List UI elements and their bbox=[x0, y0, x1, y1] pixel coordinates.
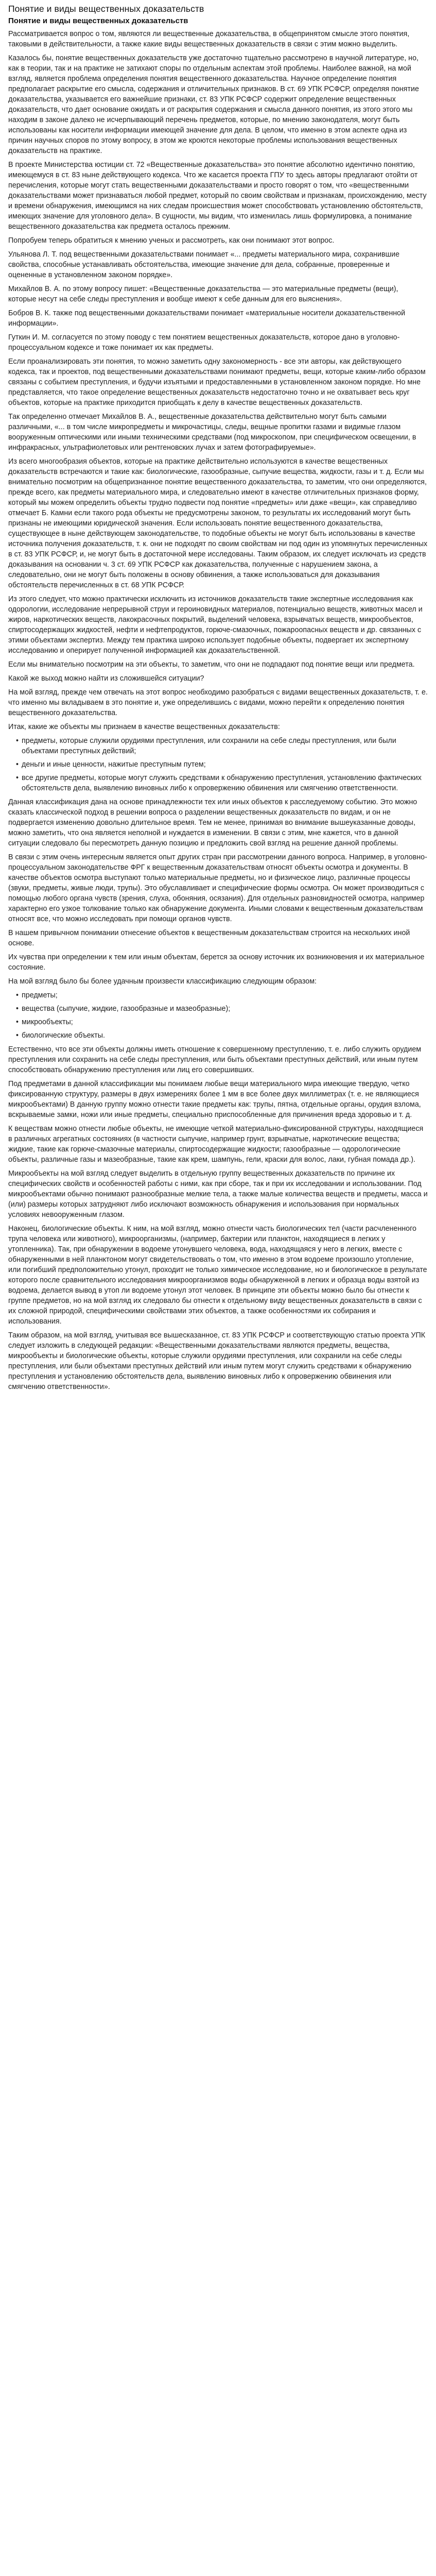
article-paragraph: Из этого следует, что можно практически исключить из источников доказательств такие экспертные исследования как одорологии, исследование непрерывной струи и героиновидных материалов, потенциально веществ, животных масел и жиров, наркотических веществ, лакокрасочных покрытий, выделений человека, взрывчатых веществ, микрообъектов, спиртосодержащих жидкостей, нефти и нефтепродуктов, горюче-смазочных, пожароопасных веществ и др. связанных с этими объектами экспертиз. Между тем практика широко использует подобные объекты, подвергает их экспертному исследованию и оперирует полученной информацией как доказательственной. bbox=[8, 595, 423, 655]
article-paragraph: Рассматривается вопрос о том, являются ли вещественные доказательства, в общепринятом смысле этого понятия, таковыми в действительности, а также какие виды вещественных доказательств в связи с этим можно выделить. bbox=[8, 30, 410, 48]
article-paragraph: Если проанализировать эти понятия, то можно заметить одну закономерность - все эти авторы, как действующего кодекса, так и проектов, под вещественными доказательствами понимают предметы, вещи, которые каким-либо образом связаны с событием преступления, и будучи изъятыми и предоставленными в установленном законом порядке. Но мне представляется, что такое определение вещественных доказательств недостаточно точно и не охватывает весь круг объектов, которые на практике приходится приобщать к делу в качестве вещественных доказательств. bbox=[8, 358, 426, 407]
list-item: • микрообъекты; bbox=[16, 1017, 428, 1027]
article-paragraph: Какой же выход можно найти из сложившейся ситуации? bbox=[8, 674, 204, 683]
list-item: • все другие предметы, которые могут служить средствами к обнаружению преступления, установлению фактических обстоятельств дела, выявлению виновных либо к опровержению обвинения или смягчению ответственности. bbox=[16, 773, 428, 793]
article-paragraph: Если мы внимательно посмотрим на эти объекты, то заметим, что они не подпадают под понятие вещи или предмета. bbox=[8, 660, 415, 669]
article-paragraph: Попробуем теперь обратиться к мнению ученых и рассмотреть, как они понимают этот вопрос. bbox=[8, 236, 335, 245]
article-paragraph: Бобров В. К. также под вещественными доказательствами понимает «материальные носители доказательственной информации». bbox=[8, 309, 406, 328]
article-paragraph: Таким образом, на мой взгляд, учитывая все вышесказанное, ст. 83 УПК РСФСР и соответствующую статью проекта УПК следует изложить в следующей редакции: «Вещественными доказательствами являются предметы, вещества, микрообъекты и биологические объекты, которые служили орудиями преступления, или сохранили на себе следы преступления, или были объектами преступных действий или иным путем могут служить средствами к обнаружению преступления и установлению обстоятельств дела, выявлению виновных либо к опровержению обвинения или смягчению ответственности». bbox=[8, 1331, 426, 1391]
article-paragraph: В связи с этим очень интересным является опыт других стран при рассмотрении данного вопроса. Например, в уголовно-процессуальном законодательстве ФРГ к вещественным доказательствам относят объекты осмотра и документы. В качестве объектов осмотра выступают только материальные предметы, но и физическое лицо, различные процессы (звуки, предметы, живые люди, трупы). Это обуславливает и специфические формы осмотра. Он может производиться с помощью любого органа чувств (зрения, слуха, обоняния, осязания). Для отдельных разновидностей осмотра, например характерно его узкое толкование только как обнаружение документа. Иными словами к вещественным доказательствам относят все, что можно исследовать при помощи органов чувств. bbox=[8, 853, 427, 923]
article-paragraph: Их чувства при определении к тем или иным объектам, берется за основу источник их возникновения и их материальное состояние. bbox=[8, 953, 425, 972]
article-title: Понятие и виды вещественных доказательств bbox=[8, 16, 188, 25]
article-paragraph: Микрообъекты на мой взгляд следует выделить в отдельную группу вещественных доказательств по причине их специфических свойств и особенностей работы с ними, как при сборе, так и при их исследовании и использовании. Под микрообъектами обычно понимают разнообразные мелкие тела, а также малые количества веществ и предметы, масса и (или) размеры которых затрудняют либо исключают возможность обнаружения и использования при нормальных условиях невооруженным глазом. bbox=[8, 1170, 428, 1219]
article-paragraph: Казалось бы, понятие вещественных доказательств уже достаточно тщательно рассмотрено в научной литературе, но, как в теории, так и на практике не затихают споры по отдельным аспектам этой проблемы. Наиболее важной, на мой взгляд, является проблема определения понятия вещественного доказательства. Научное определение понятия предполагает раскрытие его смысла, содержания и отличительных признаков. В ст. 69 УПК РСФСР, определяя понятие доказательства, указывается его важнейшие признаки, ст. 83 УПК РСФСР содержит определение вещественных доказательств, что дает основание ожидать и от раскрытия содержания и смысла данного понятия, из этого этого мы находим в законе далеко не исчерпывающий перечень предметов, которые, по мнению законодателя, могут быть использованы как носители информации имеющей значение для дела. В целом, что именно в этом аспекте одна из причин научных споров по этому вопросу, в этом же кроются некоторые проблемы использования вещественных доказательств на практике. bbox=[8, 54, 419, 155]
article-paragraph: Данная классификация дана на основе принадлежности тех или иных объектов к расследуемому событию. Это можно сказать классической подход в решении вопроса о разделении вещественных доказательств по видам, и он не подвергается изменению довольно длительное время. Тем не менее, принимая во внимание вышеуказанные доводы, можно заметить, что она является неполной и нуждается в изменении. В связи с этим, мне кажется, что в данной ситуации следовало бы пересмотреть данную позицию и предложить свой взгляд на решение данной проблемы. bbox=[8, 798, 417, 848]
article-paragraph: Итак, какие же объекты мы признаем в качестве вещественных доказательств: bbox=[8, 723, 280, 731]
list-item: • биологические объекты. bbox=[16, 1030, 428, 1041]
list-item: • вещества (сыпучие, жидкие, газообразные и мазеобразные); bbox=[16, 1004, 428, 1014]
article-paragraph: На мой взгляд, прежде чем отвечать на этот вопрос необходимо разобраться с видами вещественных доказательств, т. е. что именно мы вкладываем в это понятие и, уже определившись с видами, можно перейти к определению понятия вещественного доказательства. bbox=[8, 688, 428, 717]
article-body bbox=[8, 29, 428, 1392]
article-paragraph: В нашем привычном понимании отнесение объектов к вещественным доказательствам строится на нескольких иной основе. bbox=[8, 929, 410, 947]
page-title: Понятие и виды вещественных доказательств bbox=[8, 4, 204, 14]
article-paragraph: В проекте Министерства юстиции ст. 72 «Вещественные доказательства» это понятие абсолютно идентично понятию, имеющемуся в ст. 83 ныне действующего кодекса. Что же касается проекта ГПУ то здесь авторы предлагают отойти от перечисления, которые могут стать вещественными доказательствами и просто говорят о том, что «вещественными доказательствами может признаваться любой предмет, который по своим свойствам и признакам, происхождению, месту и времени обнаружения, имеющимся на них следам происшествия может способствовать установлению обстоятельств, имеющих значение для уголовного дела». В сущности, мы видим, что изменилась лишь формулировка, а понимание вещественного доказательства как предмета осталось прежним. bbox=[8, 161, 427, 231]
article-paragraph: Ульянова Л. Т. под вещественными доказательствами понимает «... предметы материального мира, сохранившие свойства, способные устанавливать обстоятельства, имеющие значение для дела, собранные, проверенные и оцененные в установленном законом порядке». bbox=[8, 250, 400, 279]
list-item: • предметы; bbox=[16, 990, 428, 1001]
evidence-types-list-classic bbox=[8, 736, 428, 793]
list-item: • деньги и иные ценности, нажитые преступным путем; bbox=[16, 759, 428, 770]
article-paragraph: Естественно, что все эти объекты должны иметь отношение к совершенному преступлению, т. е. либо служить орудием преступления или сохранить на себе следы преступления, или быть объектами преступных действий, или иным путем способствовать обнаружению преступления или лиц его совершивших. bbox=[8, 1045, 422, 1074]
article-paragraph: Наконец, биологические объекты. К ним, на мой взгляд, можно отнести часть биологических тел (части расчлененного трупа человека или животного), микроорганизмы, (например, бактерии или планктон, находящиеся в легких у утопленника). Так, при обнаружении в водоеме утонувшего человека, вода, находящаяся у него в легких, вместе с обнаруженными в ней планктоном могут свидетельствовать о том, что именно в этом водоеме произошло утопление, или погибший предположительно утонул, проходит не только химическое исследование, но и биологическое в результате которого после сравнительного исследования микроорганизмов воды обнаруженной в легких и образца воды взятой из водоема, делается вывод в утоп ли водоеме утонул этот человек. В принципе эти объекты можно было бы отнести к группе предметов, но на мой взгляд их следовало бы отнести к отдельному виду вещественных доказательств в связи с их сложной природой, специфическими свойствами этих объектов, а также особенностями их собирания и использования. bbox=[8, 1225, 427, 1326]
article-paragraph: Гуткин И. М. согласуется по этому поводу с тем понятием вещественных доказательств, которое дано в уголовно-процессуальном кодексе и тоже понимает их как предметы. bbox=[8, 333, 400, 352]
article-paragraph: К веществам можно отнести любые объекты, не имеющие четкой материально-фиксированной структуры, находящиеся в различных агрегатных состояниях (в частности сыпучие, например грунт, взрывчатые, наркотические вещества; жидкие, такие как горюче-смазочные материалы, спиртосодержащие жидкости; газообразные — одорологические объекты, различные газы и мазеобразные, такие как крем, шампунь, гели, краски для волос, лаки, губная помада др.). bbox=[8, 1125, 424, 1164]
article-paragraph: Так определенно отмечает Михайлов В. А., вещественные доказательства действительно могут быть самыми различными, «... в том числе микропредметы и микрочастицы, следы, вещные пропитки газами и видимые глазом вооруженным оптическими или иными техническими средствами (под микроскопом, при специфическом освещении, в инфракрасных, ультрафиолетовых или рентгеновских лучах и затем фотографируемые». bbox=[8, 413, 416, 452]
article-paragraph: Михайлов В. А. по этому вопросу пишет: «Вещественные доказательства — это материальные предметы (вещи), которые несут на себе следы преступления и вообще имеют к себе данным для его выяснения». bbox=[8, 285, 398, 303]
evidence-types-list-proposed bbox=[8, 990, 428, 1041]
list-item: • предметы, которые служили орудиями преступления, или сохранили на себе следы преступления, или были объектами преступных действий; bbox=[16, 736, 428, 756]
article-paragraph: На мой взгляд было бы более удачным произвести классификацию следующим образом: bbox=[8, 977, 317, 986]
article-paragraph: Из всего многообразия объектов, которые на практике действительно используются в качестве вещественных доказательств встречаются и такие как: биологические, газообразные, сыпучие вещества, жидкости, газы и т. д. Если мы внимательно посмотрим на общепризнанное понятие вещественного доказательства, то заметим, что они определяются, прежде всего, как предметы материального мира, и следовательно имеют в качестве отличительных признаков форму, который мы можем определить объекты трудно подвести под понятие «предметы» или даже «вещи», как справедливо отмечает Б. Камни если такого рода объекты не предусмотрены законом, то результаты их исследований могут быть признаны не имеющими юридической значения. Если использовать понятие вещественного доказательства, существующее в ныне действующем законодательстве, то подобные объекты не могут быть использованы в качестве источника получения доказательств, т. к. они не подходят по своим свойствам ни под один из упомянутых перечисленных в ст. 83 УПК РСФСР, и, не могут быть в достаточной мере исследованы. Таким образом, их следует исключать из средств доказывания на основании ч. 3 ст. 69 УПК РСФСР как доказательства, полученные с нарушением закона, а следовательно, они не могут быть положены в основу обвинения, а также использоваться для доказывания обстоятельств перечисленных в ст. 68 УПК РСФСР. bbox=[8, 457, 428, 589]
article-paragraph: Под предметами в данной классификации мы понимаем любые вещи материального мира имеющие твердую, четко фиксированную структуру, размеры в двух измерениях более 1 мм в все более двух миллиметрах (т. е. не являющиеся микрообъектами) В данную группу можно отнести такие предметы как: трупы, пятна, отдельные органы, орудия взлома, вскрываемые замки, ножи или иные предметы, специально приспособленные для причинения вреда здоровью и т. д. bbox=[8, 1080, 421, 1119]
